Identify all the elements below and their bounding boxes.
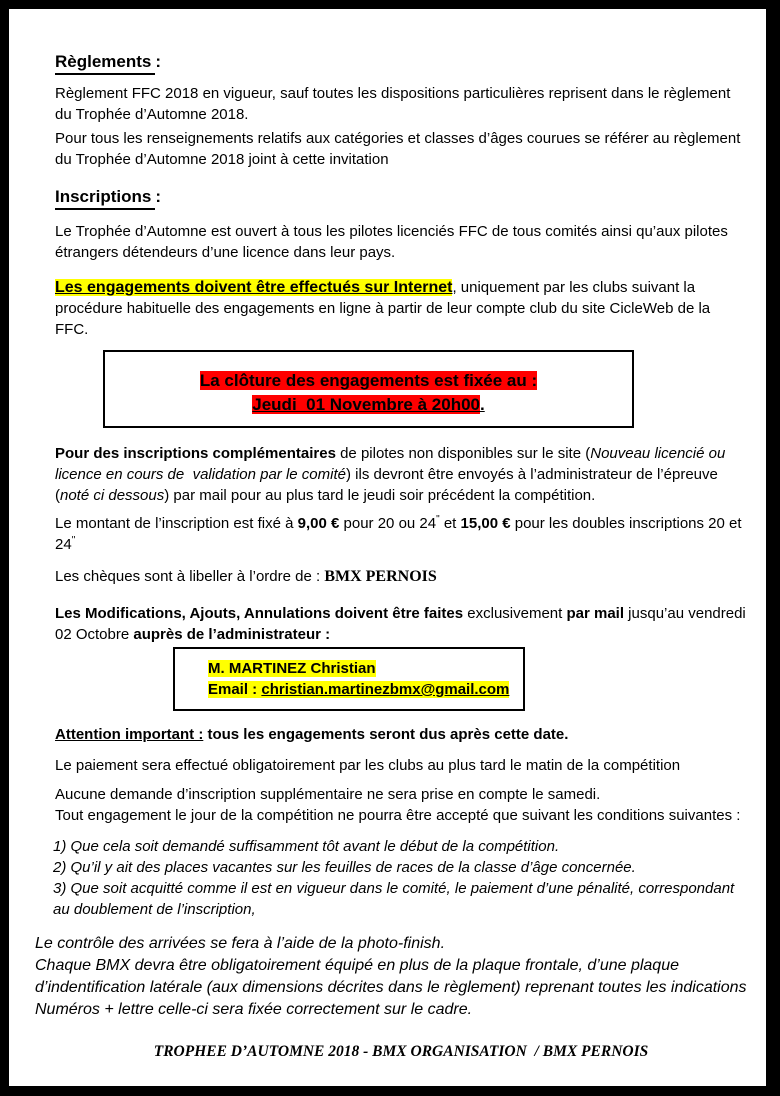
paragraph-trophee-ouvert bbox=[55, 221, 747, 263]
cloture-line2-highlight: Jeudi 01 Novembre à 20h00 bbox=[252, 395, 480, 414]
bold-run: par mail bbox=[566, 605, 625, 622]
text-run: de pilotes non disponibles sur le site ( bbox=[335, 445, 591, 462]
text-run: et bbox=[439, 515, 461, 532]
text-run: pour les doubles inscriptions 20 et 24 bbox=[55, 515, 746, 553]
heading-inscriptions bbox=[55, 187, 747, 210]
text-run: Le montant de l’inscription est fixé à bbox=[55, 515, 298, 532]
administrator-email-line bbox=[208, 679, 523, 700]
paragraph-renseignements bbox=[55, 128, 747, 170]
cloture-box bbox=[103, 350, 634, 428]
text-run: 3) Que soit acquitté comme il est en vigueur dans le comité, le paiement d’une pénalité, correspondant au doublement de l’inscription, bbox=[53, 880, 739, 918]
paragraph-samedi bbox=[55, 784, 747, 826]
cloture-line1-highlight: La clôture des engagements est fixée au : bbox=[199, 371, 538, 390]
samedi-line1 bbox=[55, 784, 747, 805]
paragraph-reglement-ffc bbox=[55, 83, 747, 125]
price-double: 15,00 € bbox=[460, 515, 511, 532]
paragraph-paiement bbox=[55, 755, 747, 776]
cloture-line2 bbox=[105, 393, 632, 417]
heading-colon: : bbox=[155, 187, 162, 206]
text-run: Pour tous les renseignements relatifs aux catégories et classes d’âges courues se référer au règlement du Trophée d’Automne 2018 joint à cette invitation bbox=[55, 130, 745, 168]
text-run: Aucune demande d’inscription supplémentaire ne sera prise en compte le samedi. bbox=[55, 786, 601, 803]
administrator-box bbox=[173, 647, 525, 711]
conditions-list bbox=[53, 836, 747, 920]
engagements-internet-highlight: Les engagements doivent être effectués sur Internet bbox=[55, 279, 453, 296]
controle-line2 bbox=[35, 955, 751, 1021]
italic-run: noté ci dessous bbox=[60, 487, 165, 504]
heading-colon: : bbox=[155, 52, 162, 71]
footer-title bbox=[55, 1043, 747, 1061]
document-page bbox=[9, 9, 766, 1086]
bold-run: Les Modifications, Ajouts, Annulations doivent être faites bbox=[55, 605, 464, 622]
text-run: Tout engagement le jour de la compétition ne pourra être accepté que suivant les conditions suivantes : bbox=[55, 807, 741, 824]
footer-text: TROPHEE D’AUTOMNE 2018 - BMX ORGANISATION / BMX PERNOIS bbox=[153, 1043, 649, 1060]
paragraph-cheques bbox=[55, 566, 747, 587]
condition-item-3 bbox=[53, 878, 747, 920]
text-run: Le paiement sera effectué obligatoirement par les clubs au plus tard le matin de la compétition bbox=[55, 757, 681, 774]
heading-inscriptions-text: Inscriptions bbox=[55, 187, 155, 210]
text-run: Règlement FFC 2018 en vigueur, sauf toutes les dispositions particulières reprisent dans le règlement du Trophée d’Automne 2018. bbox=[55, 85, 735, 123]
payee-name: BMX PERNOIS bbox=[324, 568, 437, 585]
text-run: 1) Que cela soit demandé suffisamment tôt avant le début de la compétition. bbox=[53, 838, 560, 855]
price-20-24: 9,00 € bbox=[297, 515, 340, 532]
heading-reglements bbox=[55, 52, 747, 75]
text-run: Le Trophée d’Automne est ouvert à tous les pilotes licenciés FFC de tous comités ainsi qu’aux pilotes étrangers détendeurs d’une licence dans leur pays. bbox=[55, 223, 733, 261]
email-link[interactable]: christian.martinezbmx@gmail.com bbox=[261, 681, 510, 698]
bold-run: auprès de l’administrateur : bbox=[133, 626, 331, 643]
inch-mark: " bbox=[71, 535, 76, 546]
text-run: , uniquement par les clubs suivant la procédure habituelle des engagements en ligne à partir de leur compte club du site CicleWeb de la FFC. bbox=[55, 279, 715, 338]
paragraph-engagements-internet bbox=[55, 277, 747, 340]
text-run: jusqu’au vendredi 02 Octobre bbox=[55, 605, 750, 643]
cloture-line1 bbox=[105, 369, 632, 393]
administrator-name bbox=[208, 658, 523, 679]
text-run: Le contrôle des arrivées se fera à l’aide de la photo-finish. bbox=[35, 935, 446, 952]
text-run: ) par mail pour au plus tard le jeudi soir précédent la compétition. bbox=[164, 487, 596, 504]
paragraph-inscriptions-complementaires bbox=[55, 443, 747, 506]
text-run: ) ils devront être envoyés à l’administrateur de l’épreuve ( bbox=[55, 466, 723, 504]
attention-rest: tous les engagements seront dus après cette date. bbox=[203, 726, 569, 743]
email-label: Email : bbox=[208, 681, 262, 698]
document-content bbox=[35, 42, 751, 1061]
paragraph-controle bbox=[35, 933, 751, 1021]
administrator-name-highlight: M. MARTINEZ Christian bbox=[208, 660, 376, 677]
heading-reglements-text: Règlements bbox=[55, 52, 155, 75]
paragraph-modifications bbox=[55, 603, 750, 645]
controle-line1 bbox=[35, 933, 747, 955]
text-run: Les chèques sont à libeller à l’ordre de : bbox=[55, 568, 325, 585]
attention-underlined: Attention important : bbox=[55, 726, 204, 743]
text-run: exclusivement bbox=[463, 605, 567, 622]
text-run: 2) Qu’il y ait des places vacantes sur les feuilles de races de la classe d’âge concernée. bbox=[53, 859, 636, 876]
samedi-line2 bbox=[55, 805, 747, 826]
condition-item-1 bbox=[53, 836, 747, 857]
paragraph-montant bbox=[55, 513, 747, 555]
condition-item-2 bbox=[53, 857, 747, 878]
italic-run: Nouveau licencié ou licence en cours de validation par le comité bbox=[55, 445, 730, 483]
text-run: pour 20 ou 24 bbox=[339, 515, 437, 532]
inch-mark: " bbox=[436, 514, 440, 525]
cloture-period: . bbox=[480, 395, 485, 414]
text-run: Chaque BMX devra être obligatoirement équipé en plus de la plaque frontale, d’une plaque d’indentification latérale (aux dimensions décrites dans le règlement) reprenant toutes les indications Numéros + lettre celle-ci sera fixée correctement sur le cadre. bbox=[35, 957, 751, 1018]
paragraph-attention bbox=[55, 724, 747, 745]
bold-run: Pour des inscriptions complémentaires bbox=[55, 445, 336, 462]
